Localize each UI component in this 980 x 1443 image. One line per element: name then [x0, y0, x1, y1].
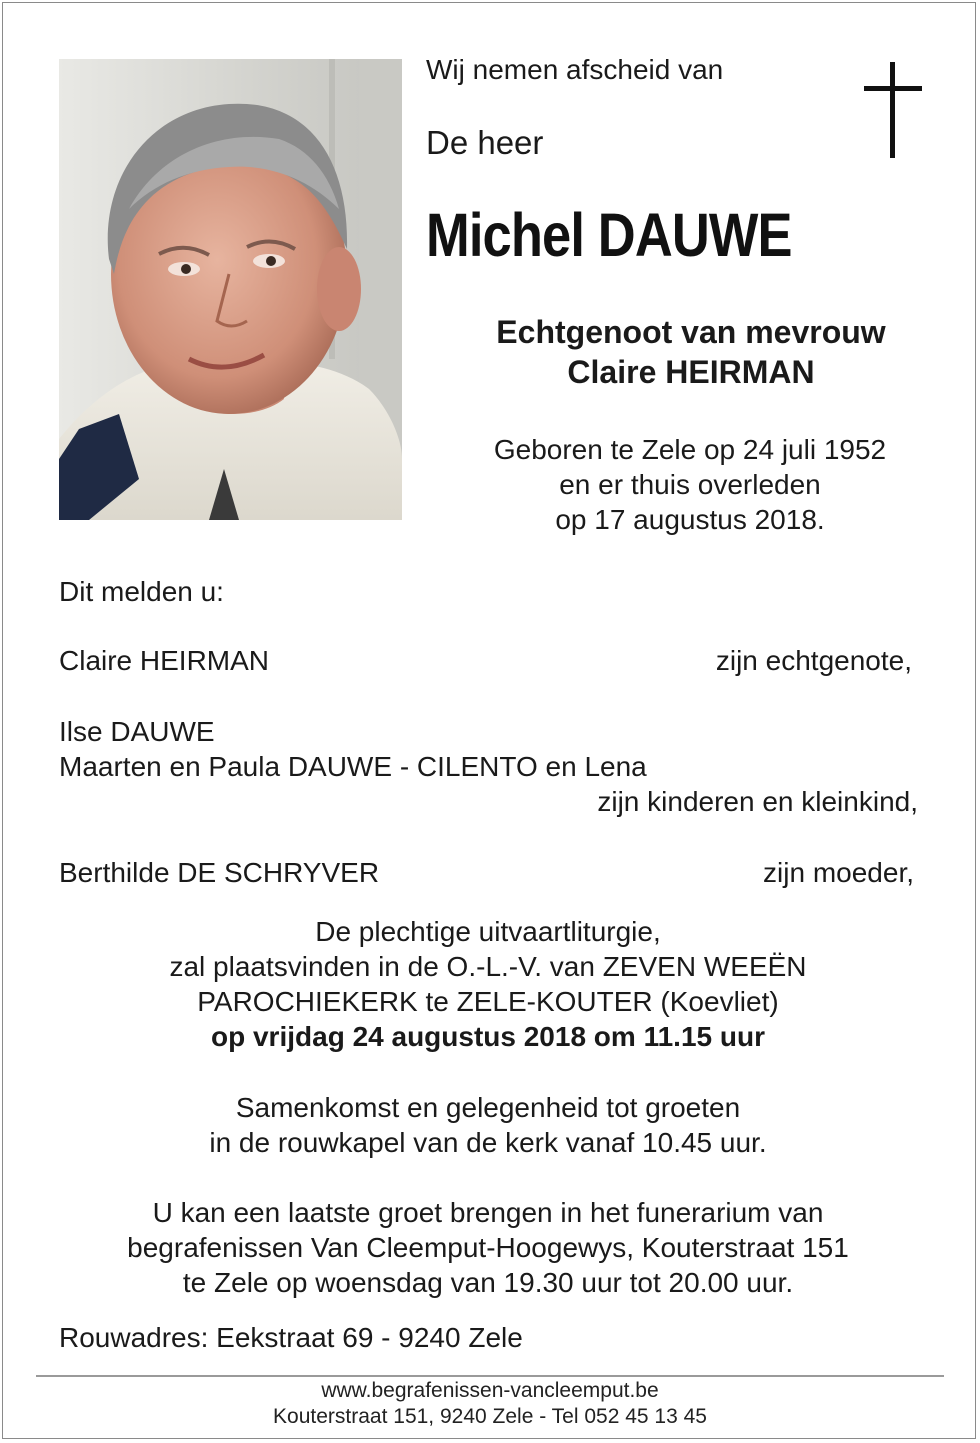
children-relation: zijn kinderen en kleinkind,	[597, 786, 918, 817]
mother-name: Berthilde DE SCHRYVER	[59, 857, 380, 888]
spouse-relation: zijn echtgenote,	[715, 645, 912, 676]
spouse-name: Claire HEIRMAN	[59, 645, 270, 676]
cross-icon	[864, 62, 922, 158]
footer-website[interactable]: www.begrafenissen-vancleemput.be	[321, 1379, 659, 1402]
ceremony-line-3: PAROCHIEKERK te ZELE-KOUTER (Koevliet)	[197, 986, 779, 1017]
ceremony-block	[0, 914, 976, 1054]
spouse-line-1: Echtgenoot van mevrouw	[496, 314, 886, 350]
spouse-line-2: Claire HEIRMAN	[567, 354, 815, 390]
portrait-illustration	[59, 59, 402, 520]
child-1-name: Ilse DAUWE	[59, 716, 215, 747]
mourning-address: Rouwadres: Eekstraat 69 - 9240 Zele	[59, 1322, 523, 1353]
child-2-name: Maarten en Paula DAUWE - CILENTO en Lena	[59, 751, 647, 782]
footer-divider	[36, 1375, 944, 1377]
deceased-name: Michel DAUWE	[426, 201, 792, 269]
ceremony-date: op vrijdag 24 augustus 2018 om 11.15 uur	[211, 1021, 765, 1052]
gathering-block	[0, 1090, 976, 1160]
announcers-heading: Dit melden u:	[59, 576, 224, 607]
birth-line-2: en er thuis overleden	[559, 469, 821, 500]
funeral-home-block	[0, 1195, 976, 1300]
birth-line-1: Geboren te Zele op 24 juli 1952	[493, 434, 887, 465]
funeral-home-line-3: te Zele op woensdag van 19.30 uur tot 20.00 uur.	[182, 1267, 794, 1298]
birth-death-block	[426, 432, 954, 537]
spouse-block	[426, 312, 956, 392]
birth-line-3: op 17 augustus 2018.	[555, 504, 825, 535]
ceremony-line-1: De plechtige uitvaartliturgie,	[315, 916, 661, 947]
salutation-text: De heer	[426, 124, 544, 161]
intro-text: Wij nemen afscheid van	[426, 54, 724, 85]
portrait-photo	[59, 59, 402, 520]
gathering-line-2: in de rouwkapel van de kerk vanaf 10.45 uur.	[209, 1127, 767, 1158]
funeral-home-line-2: begrafenissen Van Cleemput-Hoogewys, Kouterstraat 151	[127, 1232, 849, 1263]
gathering-line-1: Samenkomst en gelegenheid tot groeten	[235, 1092, 741, 1123]
ceremony-line-2: zal plaatsvinden in de O.-L.-V. van ZEVEN WEEËN	[169, 951, 807, 982]
footer-contact: Kouterstraat 151, 9240 Zele - Tel 052 45 13 45	[273, 1405, 707, 1428]
funeral-home-line-1: U kan een laatste groet brengen in het funerarium van	[152, 1197, 824, 1228]
mother-relation: zijn moeder,	[763, 857, 914, 888]
